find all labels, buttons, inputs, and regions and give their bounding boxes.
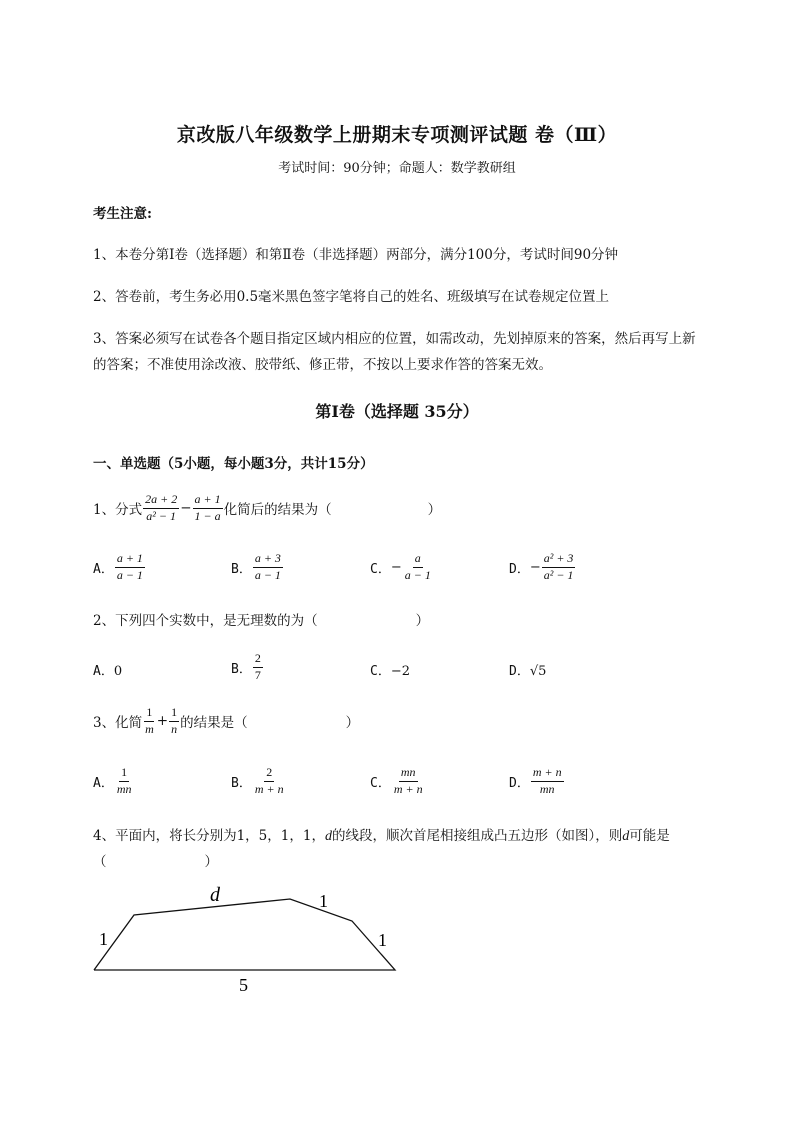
option-label: B．	[231, 775, 252, 791]
q1-option-c-fraction	[403, 552, 433, 583]
denominator: a − 1	[404, 567, 431, 582]
label-top-right-1: 1	[319, 891, 328, 911]
q1-option-c[interactable]	[370, 552, 434, 583]
denominator: 7	[254, 667, 261, 682]
numerator: 1	[119, 766, 129, 782]
question-3	[93, 706, 359, 737]
minus-sign: −	[529, 559, 541, 575]
q1-suffix: 化简后的结果为（	[223, 502, 332, 519]
option-label: D．	[509, 664, 530, 679]
option-label: C．	[370, 664, 391, 679]
notice-item-2: 2、答卷前，考生务必用0.5毫米黑色签字笔将自己的姓名、班级填写在试卷规定位置上	[93, 289, 610, 305]
option-label: B．	[231, 661, 252, 677]
question-1	[93, 493, 441, 524]
q1-fraction-2-num: a + 1	[193, 493, 223, 509]
q1-fraction-2-den: 1 − a	[194, 508, 221, 523]
label-bottom-5: 5	[239, 975, 248, 995]
notice-item-3-line-1: 3、答案必须写在试卷各个题目指定区域内相应的位置，如需改动，先划掉原来的答案，然后再写上新	[93, 331, 696, 347]
q1-fraction-1-num: 2a + 2	[143, 493, 179, 509]
q4-open-paren: （	[93, 854, 107, 870]
q2-text: 2、下列四个实数中，是无理数的为（	[93, 613, 318, 629]
exam-info: 考试时间：90分钟；命题人：数学教研组	[278, 161, 516, 176]
question-4	[93, 824, 670, 845]
q4-text-1: 4、平面内，将长分别为1，5，1，1，	[93, 828, 325, 844]
part-heading: 一、单选题（5小题，每小题3分，共计15分）	[93, 456, 374, 472]
numerator: a + 3	[253, 552, 283, 568]
denominator: m + n	[254, 781, 284, 796]
option-label: A．	[93, 561, 114, 577]
q3-option-c[interactable]	[370, 766, 426, 797]
q4-close-paren: ）	[204, 854, 218, 870]
denominator: a − 1	[254, 567, 281, 582]
q3-suffix: 的结果是（	[180, 715, 248, 732]
variable-d: d	[622, 829, 630, 844]
numerator: 1	[144, 706, 154, 722]
option-label: B．	[231, 561, 252, 577]
q3-prefix: 3、化简	[93, 715, 143, 732]
denominator: mn	[539, 781, 555, 796]
variable-d: d	[324, 829, 332, 844]
q1-option-d-fraction	[542, 552, 576, 583]
q3-option-b[interactable]	[231, 766, 287, 797]
q1-prefix: 1、分式	[93, 502, 143, 519]
numerator: 2	[253, 652, 263, 668]
label-left-1: 1	[99, 929, 108, 949]
question-2	[93, 609, 429, 629]
numerator: a + 1	[115, 552, 145, 568]
q3-option-c-fraction	[392, 766, 425, 797]
section-title: 第I卷（选择题 35分）	[315, 402, 479, 421]
option-value: −2	[390, 664, 410, 679]
q3-option-b-fraction	[253, 766, 286, 797]
denominator: n	[171, 721, 178, 736]
denominator: m	[145, 721, 154, 736]
q1-option-a[interactable]	[93, 552, 146, 583]
q2-close-paren: ）	[415, 613, 430, 629]
pentagon-figure	[80, 878, 410, 998]
label-right-1: 1	[378, 930, 387, 950]
q1-fraction-1-den: a² − 1	[146, 508, 176, 523]
option-label: C．	[370, 561, 391, 577]
pentagon-outline	[94, 899, 395, 970]
notice-item-1: 1、本卷分第I卷（选择题）和第Ⅱ卷（非选择题）两部分，满分100分，考试时间90分钟	[93, 247, 619, 263]
denominator: a² − 1	[543, 567, 574, 582]
q3-option-d[interactable]	[509, 766, 565, 797]
q3-fraction-1	[143, 706, 156, 737]
q1-option-d[interactable]	[509, 552, 576, 583]
option-label: D．	[509, 561, 530, 577]
q2-option-c[interactable]	[370, 660, 410, 679]
option-label: D．	[509, 775, 530, 791]
numerator: a² + 3	[542, 552, 576, 568]
q3-fraction-2	[169, 706, 179, 737]
numerator: 1	[169, 706, 179, 722]
page-title: 京改版八年级数学上册期末专项测评试题 卷（Ⅲ）	[176, 124, 618, 146]
q1-option-b[interactable]	[231, 552, 284, 583]
denominator: a − 1	[116, 567, 143, 582]
q3-option-a-fraction	[115, 766, 134, 797]
option-value: 0	[113, 664, 123, 679]
numerator: a	[413, 552, 423, 568]
denominator: m + n	[393, 781, 423, 796]
q2-option-b[interactable]	[231, 652, 264, 683]
numerator: m + n	[531, 766, 564, 782]
q3-option-a[interactable]	[93, 766, 135, 797]
option-label: A．	[93, 664, 114, 679]
notice-heading: 考生注意:	[93, 206, 152, 222]
notice-item-3-line-2: 的答案；不准使用涂改液、胶带纸、修正带，不按以上要求作答的答案无效。	[93, 357, 552, 373]
minus-sign: −	[390, 559, 402, 575]
q2-option-b-fraction	[253, 652, 263, 683]
q1-option-b-fraction	[253, 552, 283, 583]
option-label: A．	[93, 775, 114, 791]
numerator: 2	[264, 766, 274, 782]
denominator: mn	[116, 781, 132, 796]
q4-text-3: 可能是	[629, 828, 670, 844]
q4-text-2: 的线段，顺次首尾相接组成凸五边形（如图），则	[331, 828, 623, 844]
q1-option-a-fraction	[115, 552, 145, 583]
label-d: d	[210, 884, 220, 906]
question-4-paren	[93, 850, 218, 870]
option-label: C．	[370, 775, 391, 791]
q1-fraction-2	[193, 493, 223, 524]
q1-close-paren: ）	[427, 502, 442, 519]
q3-close-paren: ）	[345, 715, 360, 732]
q2-option-a[interactable]	[93, 660, 122, 679]
numerator: mn	[399, 766, 418, 782]
plus-sign: +	[156, 713, 169, 730]
q2-option-d[interactable]	[509, 660, 546, 679]
option-value: √5	[529, 664, 547, 679]
q3-option-d-fraction	[531, 766, 564, 797]
q1-fraction-1	[143, 493, 179, 524]
q1-minus: −	[180, 500, 192, 517]
